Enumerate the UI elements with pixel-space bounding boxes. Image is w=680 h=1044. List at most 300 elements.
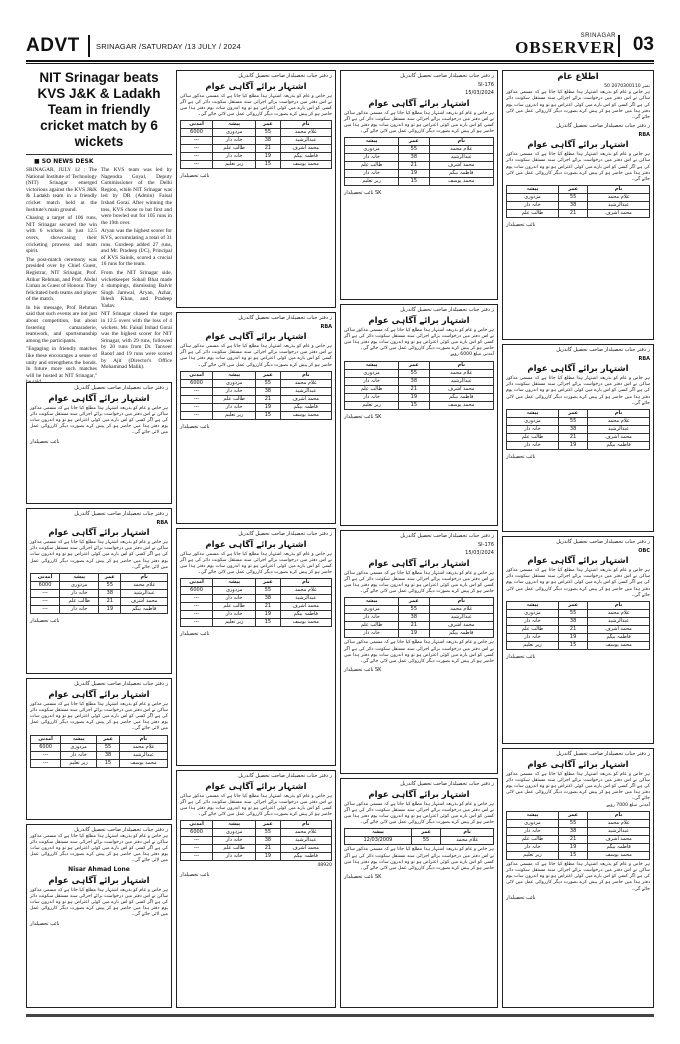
table-cell: محمد اشرف: [588, 835, 650, 843]
table-cell: محمد یوسف: [280, 411, 331, 419]
table-cell: عبدالرشید: [280, 387, 331, 395]
table-cell: پیشہ: [213, 821, 256, 829]
table-cell: نام: [119, 735, 167, 743]
table-cell: زیر تعلیم: [61, 759, 97, 767]
table-cell: طالب علم: [507, 626, 559, 634]
table-cell: مزدوری: [213, 129, 256, 137]
table-cell: محمد اشرف: [280, 845, 331, 853]
table-cell: فاطمہ بیگم: [588, 442, 650, 450]
table-cell: ---: [31, 590, 60, 598]
classified-ad: [176, 770, 336, 1008]
table-cell: محمد یوسف: [588, 851, 650, 859]
table-cell: خانہ دار: [345, 393, 399, 401]
ad-title: اطلاع عام: [557, 72, 599, 82]
ad-header: ز دفتر جناب تحصیلدار صاحب تحصیل گاندربل: [238, 773, 332, 779]
ad-category: RBA: [638, 355, 650, 362]
ad-signature: نائب تحصیلدار: [180, 423, 210, 430]
table-cell: پیشہ: [60, 574, 99, 582]
divider: [88, 35, 90, 57]
table-cell: نام: [121, 574, 168, 582]
table-cell: 38: [558, 202, 587, 210]
table-cell: پیشہ: [507, 602, 559, 610]
table-cell: عمر: [558, 410, 587, 418]
table-cell: نام: [429, 361, 493, 369]
table-cell: محمد اشرف: [588, 626, 650, 634]
ad-header: ز دفتر جناب تحصیلدار صاحب تحصیل گاندربل: [556, 123, 650, 130]
table-cell: طالب علم: [507, 434, 559, 442]
classified-ad: [340, 304, 498, 526]
ad-body: ہر خاص و عام کو بذریعہ اشتہار ہذا مطلع کیا جاتا ہے کہ مسمی مذکور ساکن نے اس دفتر میں درخواست برائے اجرائی سند مستقل سکونت دائر کی ہے اگر کسی کو اس بارے میں کوئی اعتراض ہو تو وہ اندرون سات یوم دفتر ہذا میں حاضر ہو کر پیش کرے بصورت دیگر کارروائی عمل میں لائی جائے گی۔: [506, 90, 650, 121]
classified-ad: [502, 536, 654, 744]
table-cell: مزدوری: [507, 610, 559, 618]
ad-title: اشتہار برائے آگاہی عوام: [48, 393, 150, 404]
ad-income: آمدنی مبلغ 6000 روپے: [450, 352, 494, 358]
table-cell: ---: [31, 751, 61, 759]
table-cell: مزدوری: [345, 146, 399, 154]
table-cell: 21: [399, 622, 429, 630]
table-cell: ---: [181, 387, 213, 395]
table-cell: 55: [399, 369, 429, 377]
table-cell: محمد اشرف: [280, 395, 331, 403]
table-cell: 6000: [181, 379, 213, 387]
table-cell: پیشہ: [345, 829, 412, 837]
ad-title: اشتہار برائے آگاہی عوام: [527, 759, 629, 770]
table-cell: عبدالرشید: [280, 837, 331, 845]
table-cell: خانہ دار: [507, 426, 559, 434]
paragraph: The post-match ceremony was presided over by Chief Guest, Registrar, NIT Srinagar, Prof. Atikur Rehman, and Prof. Abdul Liman as Guest of Honour. They felicitated both teams and player of the match.: [26, 256, 97, 303]
table-cell: 19: [558, 442, 587, 450]
table-cell: پیشہ: [213, 121, 256, 129]
table-cell: 55: [256, 829, 280, 837]
table-cell: عبدالرشید: [280, 595, 331, 603]
paragraph: In his message, Prof Rehman said that such events are not just about competition, but about fostering camaraderie, teamwork, and sportsmanship among the participants.: [26, 304, 97, 344]
table-cell: عمر: [97, 735, 120, 743]
table-cell: عمر: [399, 138, 429, 146]
ad-title: اشتہار برائے آگاہی عوام: [205, 81, 307, 92]
ad-body: ہر خاص و عام کو بذریعہ اشتہار ہذا مطلع کیا جاتا ہے کہ مسمی مذکور ساکن نے اس دفتر میں درخواست برائے اجرائی سند مستقل سکونت دائر کی ہے اگر کسی کو اس بارے میں کوئی اعتراض ہو تو وہ اندرون سات یوم دفتر ہذا میں حاضر ہو کر پیش کرے بصورت دیگر کارروائی عمل میں لائی جائے گی۔: [344, 327, 494, 352]
ad-table: [180, 820, 332, 861]
table-cell: 21: [558, 210, 587, 218]
table-cell: 55: [558, 418, 587, 426]
table-cell: ---: [181, 845, 213, 853]
table-cell: فاطمہ بیگم: [429, 393, 493, 401]
ad-signature: نائب تحصیلدار: [30, 920, 60, 927]
table-cell: 38: [558, 618, 587, 626]
table-cell: طالب علم: [345, 622, 399, 630]
table-cell: 15: [97, 759, 120, 767]
table-cell: 55: [256, 379, 280, 387]
table-cell: 38: [399, 154, 429, 162]
table-cell: ---: [181, 837, 213, 845]
table-cell: فاطمہ بیگم: [280, 853, 331, 861]
table-cell: ---: [181, 161, 213, 169]
table-cell: عبدالرشید: [429, 154, 493, 162]
table-cell: عمر: [256, 579, 280, 587]
table-cell: پیشہ: [213, 371, 256, 379]
table-cell: 21: [558, 434, 587, 442]
table-cell: محمد یوسف: [429, 401, 493, 409]
table-cell: 15: [399, 178, 429, 186]
table-cell: عمر: [256, 371, 280, 379]
ad-title: اشتہار برائے آگاہی عوام: [527, 556, 629, 566]
table-cell: خانہ دار: [345, 170, 399, 178]
table-cell: مزدوری: [345, 369, 399, 377]
ad-signature: SK نائب تحصیلدار: [344, 874, 382, 881]
ad-header: ز دفتر جناب تحصیلدار صاحب تحصیل گاندربل: [556, 539, 650, 545]
paragraph: NIT Srinagar chased the target in 12.5 overs with the loss of 4 wickets. Mr. Faisal Irshad Gorai was the highest scorer for NIT Srinagar, with 29 runs, followed by 20 runs from Dr. Tanveer Raoof and 19 runs were scored by Ajit (Director's Office Mohammad Malik).: [101, 311, 172, 371]
paragraph: From the NIT Srinagar side, wicketkeeper Sohail Bhat made 4 stumpings, dismissing Balvir Singh Jamwal, Aryan, Azhar, Iklesh Khan, and Pradeep Yadav.: [101, 269, 172, 309]
table-cell: فاطمہ بیگم: [121, 606, 168, 614]
ad-signature: نائب تحصیلدار: [180, 173, 210, 180]
table-cell: محمد اشرف: [588, 210, 650, 218]
classified-ad: [26, 678, 172, 820]
table-cell: عمر: [399, 361, 429, 369]
table-cell: 19: [99, 606, 121, 614]
ad-table: [180, 578, 332, 627]
ad-signature: نائب تحصیلدار: [506, 894, 536, 901]
table-cell: نام: [588, 602, 650, 610]
section-label: ADVT: [26, 35, 80, 56]
table-cell: ---: [181, 595, 213, 603]
table-cell: ---: [181, 611, 213, 619]
table-cell: 55: [558, 610, 587, 618]
table-cell: 6000: [181, 587, 213, 595]
table-cell: 55: [97, 743, 120, 751]
table-cell: پیشہ: [345, 138, 399, 146]
classified-ad: [340, 530, 498, 774]
table-cell: 15: [399, 401, 429, 409]
ad-body: ہر خاص و عام کو بذریعہ اشتہار ہذا مطلع کیا جاتا ہے کہ مسمی مذکور ساکن نے اس دفتر میں درخواست برائے اجرائی سند مستقل سکونت دائر کی ہے اگر کسی کو اس بارے میں کوئی اعتراض ہو تو وہ اندرون سات یوم دفتر ہذا میں حاضر ہو کر پیش کرے بصورت دیگر کارروائی عمل میں لائی جائے گی۔: [506, 861, 650, 892]
ad-title: اشتہار برائے آگاہی عوام: [368, 98, 470, 109]
ad-signature: نائب تحصیلدار: [180, 871, 210, 878]
table-cell: 6000: [181, 829, 213, 837]
ad-table: [30, 573, 168, 614]
table-cell: زیر تعلیم: [345, 401, 399, 409]
paragraph: Aryan was the highest scorer for KVS, accumulating a total of 31 runs. Gurdeep added 27 runs, and Mr. Pradeep (I/C), Principal of KVS Sainik, scored a crucial 16 runs for the team.: [101, 228, 172, 268]
classified-ad: [340, 778, 498, 1008]
table-cell: 19: [256, 611, 280, 619]
table-cell: زیر تعلیم: [213, 161, 256, 169]
classified-ad: [26, 382, 172, 504]
table-cell: محمد اشرف: [280, 603, 331, 611]
table-cell: فاطمہ بیگم: [588, 843, 650, 851]
table-cell: 38: [99, 590, 121, 598]
table-cell: نام: [441, 829, 494, 837]
table-cell: 19: [399, 393, 429, 401]
table-cell: نام: [588, 410, 650, 418]
table-cell: پیشہ: [213, 579, 256, 587]
table-cell: 38: [256, 137, 280, 145]
ad-table: [506, 811, 650, 860]
table-cell: 19: [256, 153, 280, 161]
masthead-rule: [26, 63, 654, 64]
table-cell: خانہ دار: [213, 595, 256, 603]
table-cell: طالب علم: [60, 598, 99, 606]
table-cell: آمدنی: [181, 579, 213, 587]
table-cell: ---: [181, 145, 213, 153]
table-cell: ---: [181, 619, 213, 627]
ad-body: ہر خاص و عام کو بذریعہ اشتہار ہذا مطلع کیا جاتا ہے کہ مسمی مذکور ساکن نے اس دفتر میں درخواست برائے اجرائی سند مستقل سکونت دائر کی ہے اگر کسی کو اس بارے میں کوئی اعتراض ہو تو وہ اندرون سات یوم دفتر ہذا میں حاضر ہو کر پیش کرے بصورت دیگر کارروائی عمل میں لائی جائے گی۔: [180, 344, 332, 368]
table-cell: مزدوری: [213, 587, 256, 595]
table-cell: 55: [411, 837, 440, 845]
ad-signature: نائب تحصیلدار: [180, 631, 210, 638]
table-cell: 19: [256, 853, 280, 861]
table-cell: خانہ دار: [213, 387, 256, 395]
article-column-1: [26, 167, 97, 388]
classified-ad: [176, 70, 336, 308]
table-cell: غلام محمد: [119, 743, 167, 751]
table-cell: 55: [399, 606, 429, 614]
table-cell: عبدالرشید: [429, 377, 493, 385]
table-cell: خانہ دار: [345, 630, 399, 638]
table-cell: نام: [588, 186, 650, 194]
table-cell: پیشہ: [345, 598, 399, 606]
classified-ad: [176, 312, 336, 524]
table-cell: 15: [558, 642, 587, 650]
table-cell: غلام محمد: [441, 837, 494, 845]
table-cell: محمد اشرف: [280, 145, 331, 153]
ad-reference: SI-176: [478, 541, 494, 548]
ad-signature: SK نائب تحصیلدار: [344, 413, 382, 420]
table-cell: 21: [256, 603, 280, 611]
ad-signature: نائب تحصیلدار: [506, 454, 536, 461]
table-cell: آمدنی: [181, 121, 213, 129]
table-cell: 38: [256, 387, 280, 395]
table-cell: خانہ دار: [61, 751, 97, 759]
table-cell: عبدالرشید: [119, 751, 167, 759]
ad-income: آمدنی مبلغ 7000 روپے: [606, 802, 650, 808]
ad-title: اشتہار برائے آگاہی عوام: [205, 332, 307, 342]
ad-title: اشتہار برائے آگاہی عوام: [527, 140, 629, 151]
table-cell: عبدالرشید: [280, 137, 331, 145]
ad-title: اشتہار برائے آگاہی عوام: [205, 781, 307, 792]
table-cell: عبدالرشید: [429, 614, 493, 622]
table-cell: طالب علم: [213, 845, 256, 853]
table-cell: غلام محمد: [429, 146, 493, 154]
table-cell: مزدوری: [213, 829, 256, 837]
table-cell: غلام محمد: [280, 379, 331, 387]
ad-title: اشتہار برائے آگاہی عوام: [48, 689, 150, 700]
news-article: [26, 70, 172, 388]
ad-header: ز دفتر جناب تحصیلدار صاحب تحصیل گاندربل: [400, 73, 494, 79]
applicant-name: Nisar Ahmad Lone: [68, 865, 130, 873]
table-cell: عبدالرشید: [121, 590, 168, 598]
table-cell: خانہ دار: [507, 827, 559, 835]
table-cell: محمد یوسف: [280, 161, 331, 169]
ad-category: RBA: [638, 131, 650, 138]
table-cell: 6000: [31, 582, 60, 590]
table-cell: آمدنی: [181, 821, 213, 829]
table-cell: طالب علم: [507, 210, 559, 218]
table-cell: عبدالرشید: [588, 426, 650, 434]
article-headline: NIT Srinagar beats KVS J&K & Ladakh Team in friendly cricket match by 6 wickets: [37, 70, 161, 149]
table-cell: محمد یوسف: [280, 619, 331, 627]
table-cell: خانہ دار: [213, 137, 256, 145]
ad-body: ہر خاص و عام کو بذریعہ اشتہار ہذا مطلع کیا جاتا ہے کہ مسمی مذکور ساکن نے اس دفتر میں درخواست برائے اجرائی سند مستقل سکونت دائر کی ہے اگر کسی کو اس بارے میں کوئی اعتراض ہو تو وہ اندرون سات یوم دفتر ہذا میں حاضر ہو کر پیش کرے بصورت دیگر کارروائی عمل میں لائی جائے گی۔: [506, 771, 650, 802]
table-cell: خانہ دار: [60, 590, 99, 598]
table-cell: 38: [558, 426, 587, 434]
table-cell: 15: [256, 161, 280, 169]
table-cell: ---: [181, 395, 213, 403]
table-cell: فاطمہ بیگم: [280, 611, 331, 619]
table-cell: محمد اشرف: [429, 622, 493, 630]
ad-date: 15/03/2024: [465, 90, 494, 96]
table-cell: مزدوری: [60, 582, 99, 590]
ad-table: [506, 185, 650, 218]
table-cell: طالب علم: [213, 603, 256, 611]
masthead-rule: [26, 60, 654, 62]
ad-body: ہر خاص و عام کو بذریعہ اشتہار ہذا مطلع کیا جاتا ہے کہ مسمی مذکور ساکن نے اس دفتر میں درخواست برائے اجرائی سند مستقل سکونت دائر کی ہے اگر کسی کو اس بارے میں کوئی اعتراض ہو تو وہ اندرون سات یوم دفتر ہذا میں حاضر ہو کر پیش کرے بصورت دیگر کارروائی عمل میں لائی جائے گی۔: [344, 110, 494, 135]
table-cell: محمد یوسف: [429, 178, 493, 186]
table-cell: پیشہ: [507, 410, 559, 418]
table-cell: 21: [399, 385, 429, 393]
ad-table: [180, 120, 332, 169]
ad-amount: 48920: [317, 863, 332, 869]
table-cell: خانہ دار: [345, 154, 399, 162]
table-cell: عمر: [558, 811, 587, 819]
table-cell: پیشہ: [507, 186, 559, 194]
table-cell: طالب علم: [213, 145, 256, 153]
table-cell: 55: [256, 129, 280, 137]
ad-body: ہر خاص و عام کو بذریعہ اشتہار ہذا مطلع کیا جاتا ہے کہ مسمی مذکور ساکن نے اس دفتر میں درخواست برائے اجرائی سند مستقل سکونت دائر کی ہے اگر کسی کو اس بارے میں کوئی اعتراض ہو تو وہ اندرون سات یوم دفتر ہذا میں حاضر ہو کر پیش کرے بصورت دیگر کارروائی عمل میں لائی جائے گی۔: [344, 847, 494, 871]
table-cell: طالب علم: [213, 395, 256, 403]
ad-body: ہر خاص و عام کو بذریعہ اشتہار ہذا مطلع کیا جاتا ہے کہ مسمی مذکور ساکن نے اس دفتر میں درخواست برائے اجرائی سند مستقل سکونت دائر کی ہے اگر کسی کو اس بارے میں کوئی اعتراض ہو تو وہ اندرون سات یوم دفتر ہذا میں حاضر ہو کر پیش کرے بصورت دیگر کارروائی عمل میں لائی جائے گی۔: [506, 376, 650, 406]
ad-reference: SI-176: [478, 81, 494, 88]
table-cell: زیر تعلیم: [507, 642, 559, 650]
ad-body: ہر خاص و عام کو بذریعہ اشتہار ہذا مطلع کیا جاتا ہے کہ مسمی مذکور ساکن نے اس دفتر میں درخواست برائے اجرائی سند مستقل سکونت دائر کی ہے اگر کسی کو اس بارے میں کوئی اعتراض ہو تو وہ اندرون سات یوم دفتر ہذا میں حاضر ہو کر پیش کرے بصورت دیگر کارروائی عمل میں لائی جائے گی۔: [344, 640, 494, 664]
table-cell: محمد یوسف: [588, 642, 650, 650]
table-cell: پیشہ: [61, 735, 97, 743]
ad-signature: نائب تحصیلدار: [30, 618, 60, 625]
ad-body: ہر خاص و عام کو بذریعہ اشتہار ہذا مطلع کیا جاتا ہے کہ مسمی مذکور ساکن نے اس دفتر میں درخواست برائے اجرائی سند مستقل سکونت دائر کی ہے اگر کسی کو اس بارے میں کوئی اعتراض ہو تو وہ اندرون سات یوم دفتر ہذا میں حاضر ہو کر پیش کرے بصورت دیگر کارروائی عمل میں لائی جائے گی۔: [30, 833, 168, 864]
table-cell: عبدالرشید: [588, 827, 650, 835]
table-cell: طالب علم: [345, 385, 399, 393]
table-cell: عمر: [399, 598, 429, 606]
table-cell: غلام محمد: [280, 129, 331, 137]
ad-table: [30, 735, 168, 768]
table-cell: طالب علم: [345, 162, 399, 170]
table-cell: غلام محمد: [588, 610, 650, 618]
table-cell: محمد اشرف: [429, 162, 493, 170]
table-cell: آمدنی: [31, 735, 61, 743]
ad-header: ز دفتر جناب تحصیلدار صاحب تحصیل گاندربل: [238, 531, 332, 537]
table-cell: زیر تعلیم: [507, 851, 559, 859]
ad-signature: SK نائب تحصیلدار: [344, 667, 382, 674]
paragraph: The KVS team was led by Nagendra Goyal, Deputy Commissioner of the Delhi Region, while NIT Srinagar was led by DR (Admin) Faisal Irshad Gorai. After winning the toss, KVS chose to bat first and were bowled out for 105 runs in the 19th over.: [101, 167, 172, 226]
ad-header: ز دفتر جناب تحصیلدار صاحب تحصیل گاندربل: [238, 315, 332, 321]
table-cell: غلام محمد: [121, 582, 168, 590]
ad-header: ز دفتر جناب تحصیلدار صاحب تحصیل گاندربل: [74, 681, 168, 687]
article-byline: ■ SO NEWS DESK: [34, 158, 94, 165]
table-cell: خانہ دار: [345, 614, 399, 622]
ad-header: ز دفتر جناب تحصیلدار صاحب تحصیل گاندربل: [556, 751, 650, 757]
table-cell: محمد یوسف: [119, 759, 167, 767]
table-cell: عمر: [411, 829, 440, 837]
table-cell: خانہ دار: [213, 403, 256, 411]
table-cell: زیر تعلیم: [213, 411, 256, 419]
table-cell: عمر: [99, 574, 121, 582]
ad-category: OBC: [638, 547, 650, 554]
ad-category: RBA: [156, 519, 168, 526]
table-cell: خانہ دار: [507, 618, 559, 626]
ad-body: ہر خاص و عام کو بذریعہ اشتہار ہذا مطلع کیا جاتا ہے کہ مسمی مذکور ساکن نے اس دفتر میں درخواست برائے اجرائی سند مستقل سکونت دائر کی ہے اگر کسی کو اس بارے میں کوئی اعتراض ہو تو وہ اندرون سات یوم دفتر ہذا میں حاضر ہو کر پیش کرے بصورت دیگر کارروائی عمل میں لائی جائے گی۔: [30, 540, 168, 570]
paragraph: "Engaging in friendly matches like these encourages a sense of unity and strengthens the bonds. In future more such matches will be hosted at NIT Srinagar,": [26, 346, 97, 379]
table-cell: خانہ دار: [213, 837, 256, 845]
table-cell: پیشہ: [345, 361, 399, 369]
table-cell: 38: [399, 614, 429, 622]
brand-city: SRINAGAR: [580, 33, 616, 39]
table-cell: فاطمہ بیگم: [280, 403, 331, 411]
table-cell: 55: [99, 582, 121, 590]
table-cell: عبدالرشید: [588, 618, 650, 626]
table-cell: 21: [558, 835, 587, 843]
ad-title: اشتہار برائے آگاہی عوام: [205, 539, 307, 550]
table-cell: محمد اشرف: [429, 385, 493, 393]
classified-ad: [502, 70, 654, 340]
ad-table: [506, 409, 650, 450]
table-cell: 6000: [181, 129, 213, 137]
table-cell: 21: [399, 162, 429, 170]
table-cell: 21: [99, 598, 121, 606]
table-cell: 21: [558, 626, 587, 634]
ad-title: اشتہار برائے آگاہی عوام: [368, 789, 470, 800]
table-cell: ---: [181, 403, 213, 411]
footer-rule: [26, 1014, 654, 1017]
table-cell: خانہ دار: [213, 611, 256, 619]
table-cell: 12/03/2009: [345, 837, 412, 845]
table-cell: مزدوری: [507, 194, 559, 202]
table-cell: غلام محمد: [588, 194, 650, 202]
ad-table: [344, 597, 494, 638]
table-cell: مزدوری: [345, 606, 399, 614]
paragraph: SRINAGAR, JULY 12 : The National Institute of Technology (NIT) Srinagar emerged victorious against the KVS J&K & Ladakh team in a friendly cricket match held at the Institute's main ground.: [26, 167, 97, 213]
ad-table: [344, 828, 494, 845]
table-cell: 55: [399, 146, 429, 154]
ad-header: ز دفتر جناب تحصیلدار صاحب تحصیل گاندربل: [400, 307, 494, 313]
classified-ad: [26, 824, 172, 1008]
ad-header: ز دفتر جناب تحصیلدار صاحب تحصیل گاندربل: [400, 533, 494, 539]
table-cell: مزدوری: [61, 743, 97, 751]
article-column-2: [101, 167, 172, 388]
table-cell: زیر تعلیم: [345, 178, 399, 186]
ad-body: ہر خاص و عام کو بذریعہ اشتہار ہذا مطلع کیا جاتا ہے کہ مسمی مذکور ساکن نے اس دفتر میں درخواست برائے اجرائی سند مستقل سکونت دائر کی ہے اگر کسی کو اس بارے میں کوئی اعتراض ہو تو وہ اندرون سات یوم دفتر ہذا میں حاضر ہو کر پیش کرے بصورت دیگر کارروائی عمل میں لائی جائے گی۔: [180, 93, 332, 118]
table-cell: فاطمہ بیگم: [588, 634, 650, 642]
ad-signature: نائب تحصیلدار: [30, 438, 60, 445]
dateline: SRINAGAR /SATURDAY /13 JULY / 2024: [96, 42, 241, 51]
table-cell: خانہ دار: [507, 634, 559, 642]
table-cell: 19: [558, 634, 587, 642]
table-cell: 21: [256, 145, 280, 153]
table-cell: 19: [399, 630, 429, 638]
brand-logo: [515, 33, 616, 56]
ad-body: ہر خاص و عام کو بذریعہ اشتہار ہذا مطلع کیا جاتا ہے کہ مسمی مذکور ساکن نے اس دفتر میں درخواست برائے اجرائی سند مستقل سکونت دائر کی ہے اگر کسی کو اس بارے میں کوئی اعتراض ہو تو وہ اندرون سات یوم دفتر ہذا میں حاضر ہو کر پیش کرے بصورت دیگر کارروائی عمل میں لائی جائے گی۔: [506, 568, 650, 598]
table-cell: پیشہ: [507, 811, 559, 819]
table-cell: 38: [256, 595, 280, 603]
table-cell: ---: [181, 153, 213, 161]
table-cell: آمدنی: [181, 371, 213, 379]
ad-date: 15/03/2024: [465, 550, 494, 556]
ad-signature: SK نائب تحصیلدار: [344, 190, 382, 197]
masthead: [26, 33, 654, 63]
classified-ad: [502, 344, 654, 532]
ad-table: [344, 137, 494, 186]
table-cell: محمد اشرف: [588, 434, 650, 442]
table-cell: فاطمہ بیگم: [429, 630, 493, 638]
table-cell: 19: [399, 170, 429, 178]
table-cell: 55: [256, 587, 280, 595]
brand-name: OBSERVER: [515, 38, 616, 57]
table-cell: 21: [256, 845, 280, 853]
